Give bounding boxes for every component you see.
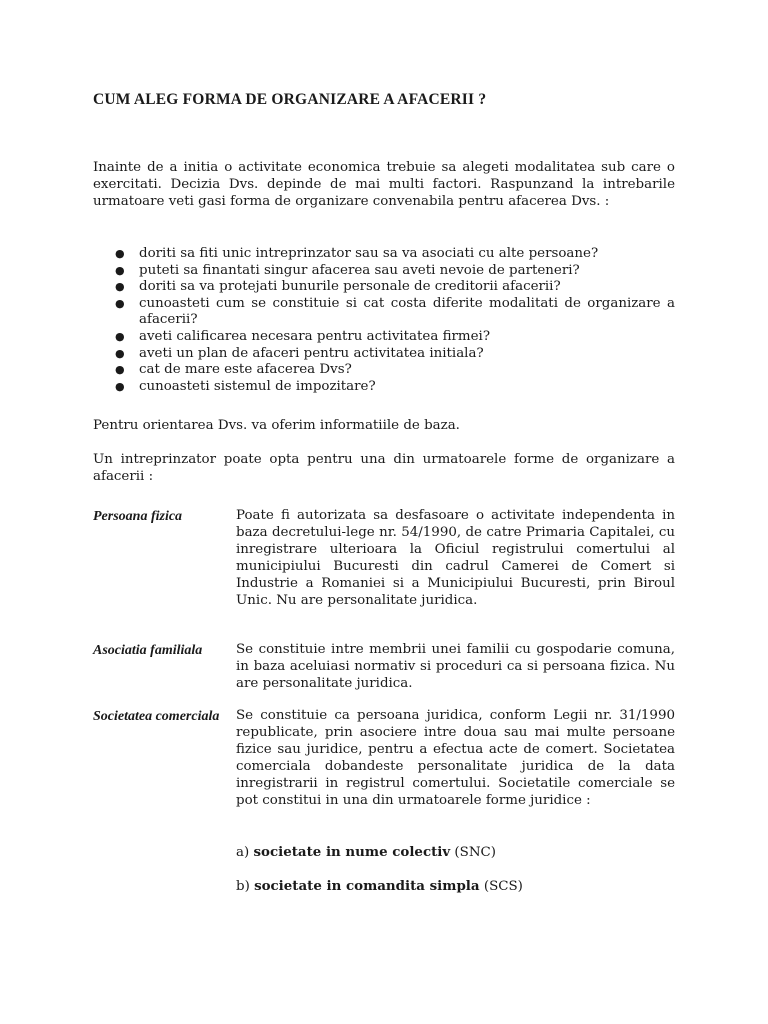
question-list — [93, 246, 675, 395]
list-item-text: cat de mare este afacerea Dvs? — [139, 362, 352, 378]
list-item-text: doriti sa va protejati bunurile personale de creditorii afacerii? — [139, 279, 561, 295]
legal-form-item — [236, 844, 675, 862]
list-item — [93, 362, 675, 379]
list-item — [93, 246, 675, 263]
options-intro-paragraph: Un intreprinzator poate opta pentru una din urmatoarele forme de organizare a afacerii : — [93, 452, 675, 484]
list-item-text: aveti un plan de afaceri pentru activitatea initiala? — [139, 345, 484, 361]
intro-paragraph: Inainte de a initia o activitate economica trebuie sa alegeti modalitatea sub care o exercitati. Decizia Dvs. depinde de mai multi factori. Raspunzand la intrebarile urmatoare veti gasi forma de organizare convenabila pentru afacerea Dvs. : — [93, 160, 675, 209]
bullet-icon: ● — [115, 363, 125, 377]
list-item — [93, 346, 675, 363]
list-item — [93, 296, 675, 329]
bullet-icon: ● — [115, 346, 125, 360]
list-item-text: puteti sa finantati singur afacerea sau aveti nevoie de parteneri? — [139, 262, 580, 278]
bullet-icon: ● — [115, 263, 125, 277]
list-item-text: doriti sa fiti unic intreprinzator sau sa va asociati cu alte persoane? — [139, 246, 599, 261]
legal-form-prefix: a) — [236, 845, 250, 860]
list-item — [93, 263, 675, 280]
list-item-text: aveti calificarea necesara pentru activitatea firmei? — [139, 328, 490, 344]
legal-form-item — [236, 878, 675, 896]
definition-term: Persoana fizica — [93, 509, 183, 524]
definition-text: Se constituie intre membrii unei familii cu gospodarie comuna, in baza aceluiasi normativ si proceduri ca si persoana fizica. Nu are personalitate juridica. — [236, 642, 675, 691]
definition-term: Asociatia familiala — [93, 643, 203, 658]
legal-form-prefix: b) — [236, 879, 250, 894]
orientation-paragraph: Pentru orientarea Dvs. va oferim informatiile de baza. — [93, 418, 460, 433]
list-item — [93, 279, 675, 296]
bullet-icon: ● — [115, 296, 125, 310]
legal-form-name: societate in nume colectiv — [253, 844, 451, 860]
page-title: CUM ALEG FORMA DE ORGANIZARE A AFACERII ? — [93, 91, 487, 108]
definition-text: Poate fi autorizata sa desfasoare o activitate independenta in baza decretului-lege nr. 54/1990, de catre Primaria Capitalei, cu inregistrare ulterioara la Oficiul registrului comertului al municipiului Bucuresti din cadrul Camerei de Comert si Industrie a Romaniei si a Municipiului Bucuresti, prin Biroul Unic. Nu are personalitate juridica. — [236, 508, 675, 608]
list-item — [93, 329, 675, 346]
legal-form-abbr: (SCS) — [483, 879, 523, 894]
list-item-text: cunoasteti cum se constituie si cat costa diferite modalitati de organizare a afacerii? — [139, 295, 675, 328]
bullet-icon: ● — [115, 379, 125, 393]
bullet-icon: ● — [115, 247, 125, 260]
list-item-text: cunoasteti sistemul de impozitare? — [139, 378, 376, 394]
definition-term: Societatea comerciala — [93, 709, 220, 724]
list-item — [93, 379, 675, 396]
definition-text: Se constituie ca persoana juridica, conform Legii nr. 31/1990 republicate, prin asociere intre doua sau mai multe persoane fizice sau juridice, pentru a efectua acte de comert. Societatea comerciala dobandeste personalitate juridica de la data inregistrarii in registrul comertului. Societatile comerciale se pot constitui in una din urmatoarele forme juridice : — [236, 708, 675, 808]
bullet-icon: ● — [115, 280, 125, 294]
bullet-icon: ● — [115, 329, 125, 343]
legal-form-abbr: (SNC) — [454, 845, 497, 860]
legal-form-name: societate in comandita simpla — [254, 878, 480, 894]
